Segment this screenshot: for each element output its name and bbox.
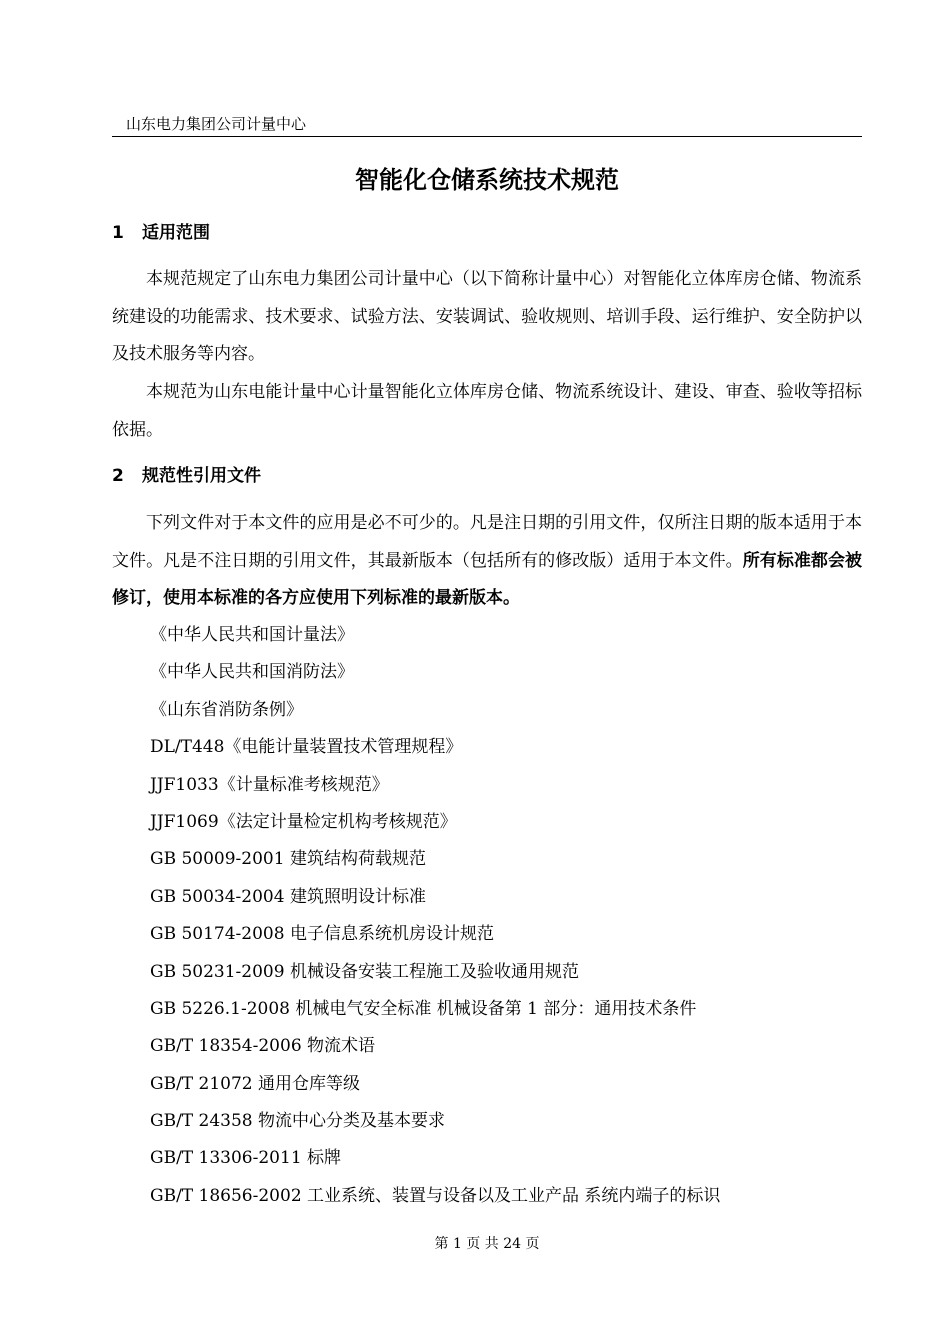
reference-item: GB/T 18656-2002 工业系统、装置与设备以及工业产品 系统内端子的标识	[150, 1185, 721, 1206]
section-1-number: 1	[112, 223, 124, 243]
reference-item: GB/T 13306-2011 标牌	[150, 1148, 342, 1169]
section-1-paragraph-1: 本规范规定了山东电力集团公司计量中心（以下简称计量中心）对智能化立体库房仓储、物流系统建设的功能需求、技术要求、试验方法、安装调试、验收规则、培训手段、运行维护、安全防护以及技术服务等内容。	[112, 269, 862, 364]
page-header	[112, 114, 862, 137]
reference-item: JJF1069《法定计量检定机构考核规范》	[150, 811, 457, 832]
section-2-heading	[112, 464, 862, 488]
reference-item: GB/T 24358 物流中心分类及基本要求	[150, 1111, 446, 1132]
reference-list	[150, 617, 862, 1215]
reference-item: DL/T448《电能计量装置技术管理规程》	[150, 737, 463, 758]
section-1-heading	[112, 221, 862, 245]
reference-item: JJF1033《计量标准考核规范》	[150, 774, 389, 795]
section-2-paragraph-bold-text: 所有标准都会被修订，使用本标准的各方应使用下列标准的最新版本。	[112, 550, 863, 608]
section-1-title: 适用范围	[142, 223, 210, 243]
document-title: 智能化仓储系统技术规范	[355, 166, 619, 194]
reference-item: GB/T 21072 通用仓库等级	[150, 1073, 361, 1094]
reference-item: GB 50174-2008 电子信息系统机房设计规范	[150, 924, 494, 945]
section-1-paragraph-2: 本规范为山东电能计量中心计量智能化立体库房仓储、物流系统设计、建设、审查、验收等招标依据。	[112, 382, 862, 440]
reference-item: GB 50034-2004 建筑照明设计标准	[150, 886, 426, 907]
section-2-title: 规范性引用文件	[142, 466, 261, 486]
section-2-number: 2	[112, 466, 124, 486]
reference-item: 《山东省消防条例》	[150, 699, 303, 720]
reference-item: 《中华人民共和国计量法》	[150, 625, 354, 645]
reference-item: 《中华人民共和国消防法》	[150, 662, 354, 683]
page-footer: 第 1 页 共 24 页	[434, 1236, 540, 1252]
reference-item: GB 50231-2009 机械设备安装工程施工及验收通用规范	[150, 961, 579, 982]
section-2-paragraph-text: 下列文件对于本文件的应用是必不可少的。凡是注日期的引用文件，仅所注日期的版本适用于本文件。凡是不注日期的引用文件，其最新版本（包括所有的修改版）适用于本文件。	[112, 513, 862, 571]
section-2-paragraph-1	[112, 505, 862, 618]
reference-item: GB/T 18354-2006 物流术语	[150, 1036, 376, 1057]
reference-item: GB 50009-2001 建筑结构荷载规范	[150, 849, 426, 870]
header-org: 山东电力集团公司计量中心	[126, 115, 307, 133]
reference-item: GB 5226.1-2008 机械电气安全标准 机械设备第 1 部分：通用技术条件	[150, 998, 697, 1019]
